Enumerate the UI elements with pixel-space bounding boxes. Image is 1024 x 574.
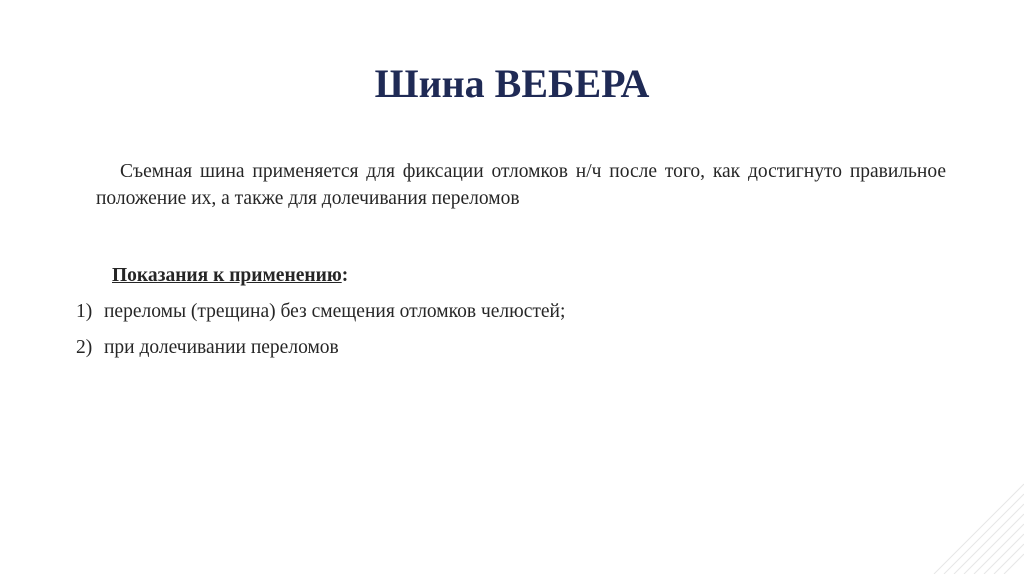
list-item xyxy=(76,334,565,370)
slide-title: Шина ВЕБЕРА xyxy=(374,61,650,106)
corner-stripes-graphic xyxy=(904,464,1024,574)
list-item-number: 2) xyxy=(76,337,93,358)
intro-paragraph: Съемная шина применяется для фиксации отломков н/ч после того, как достигнуто правильное положение их, а также для долечивания переломов xyxy=(96,161,946,209)
list-item xyxy=(76,298,565,334)
list-item-number: 1) xyxy=(76,301,93,322)
indications-heading xyxy=(112,262,348,289)
list-item-text: переломы (трещина) без смещения отломков челюстей; xyxy=(104,301,566,322)
corner-decoration xyxy=(904,464,1024,574)
indications-list xyxy=(76,298,565,370)
indications-heading-text: Показания к применению xyxy=(112,265,342,286)
list-item-text: при долечивании переломов xyxy=(104,337,339,358)
indications-heading-colon: : xyxy=(341,265,349,286)
